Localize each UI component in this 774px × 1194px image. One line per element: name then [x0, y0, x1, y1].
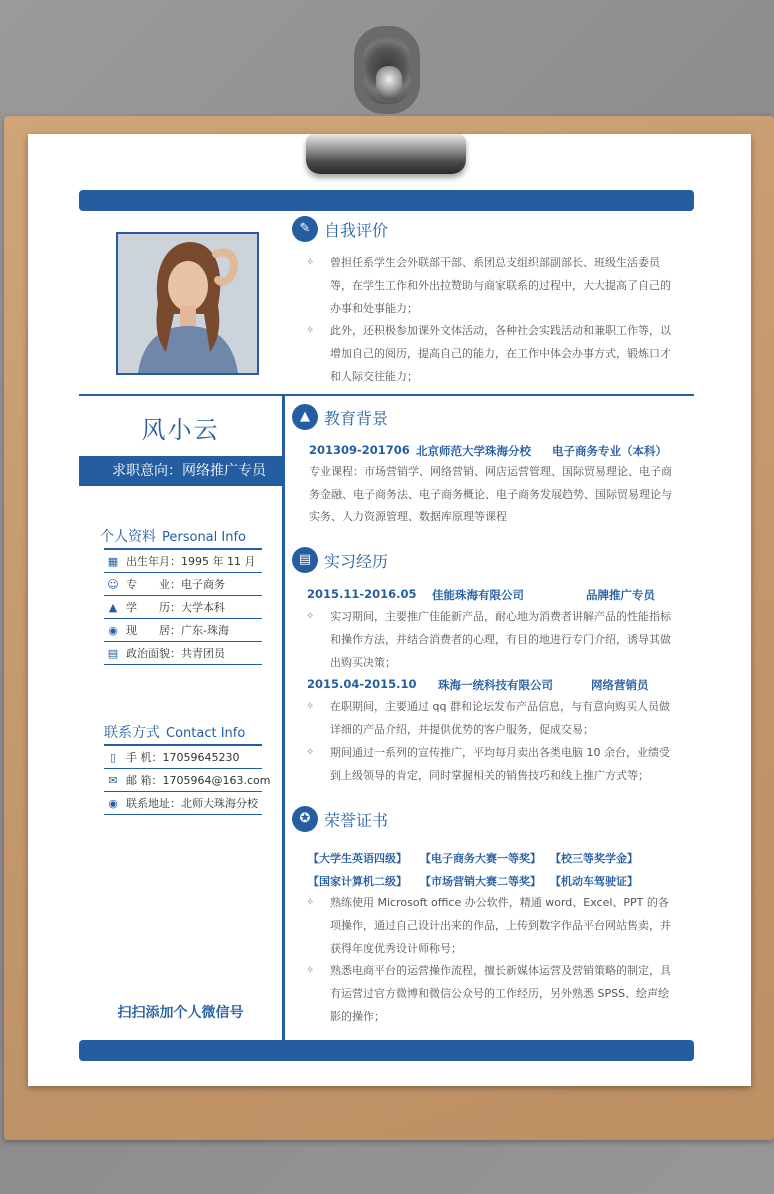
- contact-info-title-cn: 联系方式: [104, 725, 160, 741]
- info-row-birth: [104, 551, 262, 573]
- calendar-icon: ▦: [107, 555, 119, 568]
- sparkle-bullet-icon: ✧: [306, 611, 315, 622]
- info-row-major-text: 专 业：电子商务: [126, 578, 225, 591]
- education-period: 201309-201706: [309, 443, 410, 457]
- mail-icon: ✉: [108, 774, 118, 787]
- education-school: 北京师范大学珠海分校: [416, 444, 531, 458]
- education-title: 教育背景: [324, 409, 389, 428]
- sparkle-bullet-icon: ✧: [306, 701, 315, 712]
- job-duty-item: [306, 605, 674, 674]
- contact-row-address: [104, 793, 262, 815]
- profile-photo: [116, 232, 259, 375]
- contact-row-phone-text: 手 机：17059645230: [126, 751, 240, 764]
- skill-item: [306, 891, 674, 960]
- certificate-item: 【市场营销大赛二等奖】: [420, 875, 541, 888]
- certificate-item: 【机动车驾驶证】: [550, 875, 638, 888]
- job-company: 佳能珠海有限公司: [432, 588, 524, 602]
- personal-info-title-cn: 个人资料: [100, 529, 156, 545]
- info-row-birth-text: 出生年月：1995 年 11 月: [126, 555, 256, 568]
- graduation-cap-icon: ▲: [108, 601, 118, 614]
- job-duty-text: 期间通过一系列的宣传推广，平均每月卖出各类电脑 10 余台，业绩受到上级领导的肯定，同时掌握相关的销售技巧和线上推广方式等；: [330, 746, 670, 782]
- info-row-major: [104, 574, 262, 596]
- contact-row-address-text: 联系地址：北师大珠海分校: [126, 797, 258, 810]
- sparkle-bullet-icon: ✧: [306, 897, 315, 908]
- info-row-political: [104, 643, 262, 665]
- honors-title: 荣誉证书: [324, 811, 389, 830]
- contact-info-heading: [104, 722, 245, 742]
- self-evaluation-item-text: 曾担任系学生会外联部干部、系团总支组织部副部长、班级生活委员等，在学生工作和外出拉赞助与商家联系的过程中，大大提高了自己的办事和处事能力；: [330, 256, 671, 315]
- job-company: 珠海一统科技有限公司: [438, 678, 553, 692]
- contact-row-email: [104, 770, 271, 792]
- job-duty-item: [306, 695, 674, 741]
- certificate-item: 【电子商务大赛一等奖】: [420, 852, 541, 865]
- contact-row-email-text: 邮 箱：1705964@163.com: [126, 774, 271, 787]
- job-duty-text: 在职期间，主要通过 qq 群和论坛发布产品信息，与有意向购买人员做详细的产品介绍，并提供优势的客户服务，促成交易；: [330, 700, 670, 736]
- info-row-education-text: 学 历：大学本科: [126, 601, 225, 614]
- info-row-residence: [104, 620, 262, 642]
- section-divider-vertical: [282, 394, 285, 1040]
- location-icon: ◉: [108, 624, 118, 637]
- job-duty-text: 实习期间，主要推广佳能新产品，耐心地为消费者讲解产品的性能指标和操作方法，并结合消费者的心理，有目的地进行专门介绍，诱导其做出购买决策；: [330, 610, 671, 669]
- header-bar: [79, 190, 694, 211]
- award-icon: ✪: [292, 806, 318, 832]
- certificate-item: 【校三等奖学金】: [550, 852, 638, 865]
- job-intent-banner: 求职意向：网络推广专员: [79, 456, 282, 486]
- pencil-icon: ✎: [292, 216, 318, 242]
- certificate-item: 【大学生英语四级】: [308, 852, 407, 865]
- sparkle-bullet-icon: ✧: [306, 965, 315, 976]
- phone-icon: ▯: [109, 751, 117, 764]
- job-period: 2015.11-2016.05: [307, 587, 417, 601]
- internship-title: 实习经历: [324, 552, 389, 571]
- document-icon: ▤: [292, 547, 318, 573]
- education-major: 电子商务专业（本科）: [552, 444, 667, 458]
- personal-info-rule: [104, 548, 262, 550]
- graduation-cap-icon: ▲: [292, 404, 318, 430]
- binder-clip: [292, 26, 478, 176]
- skill-item-text: 熟练使用 Microsoft office 办公软件，精通 word、Excel、PPT 的各项操作，通过自己设计出来的作品，上传到数字作品平台网站售卖，并获得年度优秀设计师称号；: [330, 896, 671, 955]
- job-period: 2015.04-2015.10: [307, 677, 417, 691]
- contact-row-phone: [104, 747, 262, 769]
- location-icon: ◉: [108, 797, 118, 810]
- skill-item: [306, 959, 674, 1028]
- sparkle-bullet-icon: ✧: [306, 747, 315, 758]
- binder-clip-base: [306, 134, 466, 174]
- personal-info-title-en: Personal Info: [162, 530, 246, 545]
- self-evaluation-item-text: 此外，还积极参加课外文体活动，各种社会实践活动和兼职工作等，以增加自己的阅历，提高自己的能力，在工作中体会办事方式，锻炼口才和人际交往能力；: [330, 324, 671, 383]
- footer-bar: [79, 1040, 694, 1061]
- job-position: 品牌推广专员: [586, 588, 655, 602]
- portrait-illustration: [118, 234, 257, 373]
- certificate-item: 【国家计算机二级】: [308, 875, 407, 888]
- personal-info-heading: [100, 526, 246, 546]
- section-divider-horizontal: [79, 394, 694, 396]
- contact-info-title-en: Contact Info: [166, 726, 246, 741]
- info-row-residence-text: 现 居：广东-珠海: [126, 624, 229, 637]
- job-duty-item: [306, 741, 674, 787]
- sparkle-bullet-icon: ✧: [306, 257, 315, 268]
- candidate-name: 风小云: [141, 416, 220, 444]
- education-courses: 专业课程：市场营销学、网络营销、网店运营管理、国际贸易理论、电子商务金融、电子商务法、电子商务概论、电子商务发展趋势、国际贸易理论与实务、人力资源管理、数据库原理等课程: [309, 465, 672, 523]
- wechat-label: 扫扫添加个人微信号: [117, 1005, 244, 1021]
- info-row-education: [104, 597, 262, 619]
- info-row-political-text: 政治面貌：共青团员: [126, 647, 225, 660]
- self-evaluation-item: [306, 251, 674, 320]
- job-position: 网络营销员: [591, 678, 649, 692]
- skill-item-text: 熟悉电商平台的运营操作流程，擅长新媒体运营及营销策略的制定，具有运营过官方微博和微信公众号的工作经历，另外熟悉 SPSS、绘声绘影的操作；: [330, 964, 671, 1023]
- contact-info-rule: [104, 744, 262, 746]
- id-card-icon: ▤: [107, 647, 119, 660]
- users-icon: ☺: [107, 578, 119, 591]
- self-evaluation-item: [306, 319, 674, 388]
- self-evaluation-title: 自我评价: [324, 221, 389, 240]
- sparkle-bullet-icon: ✧: [306, 325, 315, 336]
- binder-clip-highlight: [376, 66, 402, 100]
